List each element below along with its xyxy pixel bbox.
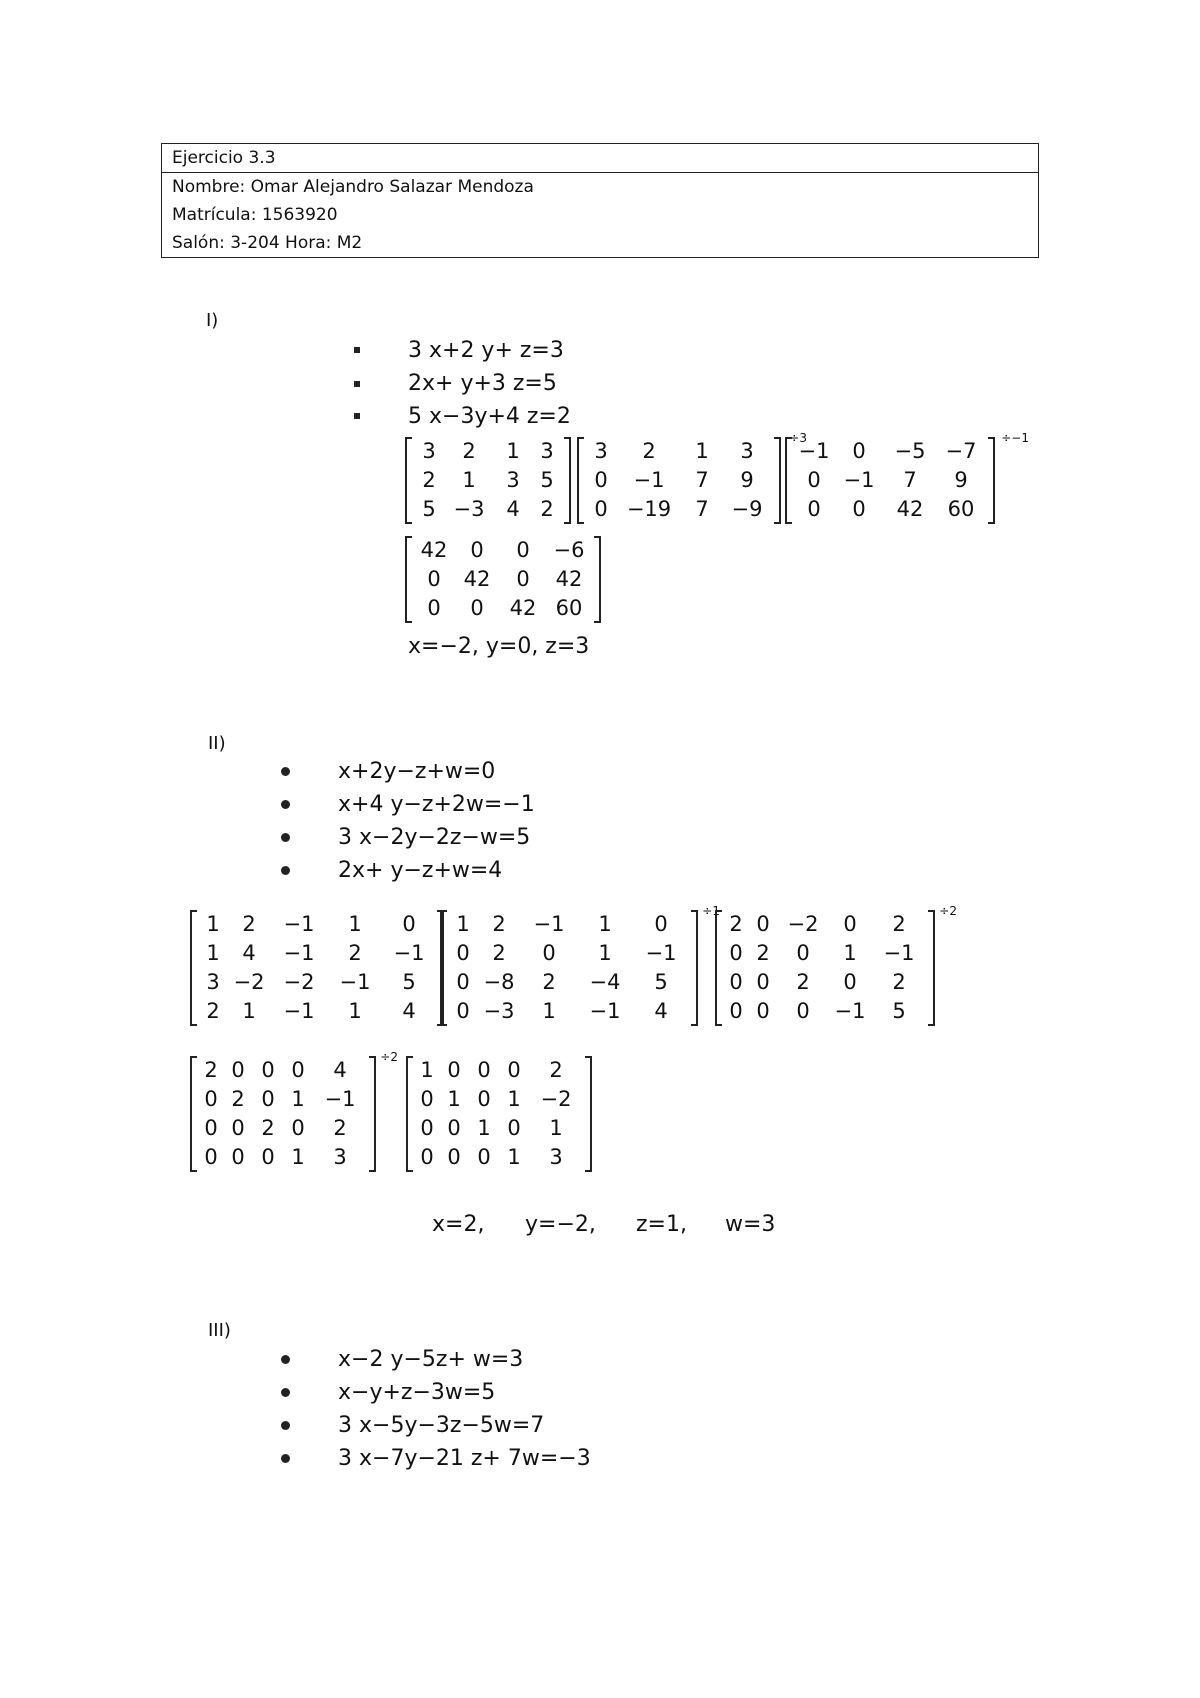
- matrix-cell: −2: [540, 1087, 572, 1111]
- matrix-cell: −1: [393, 941, 425, 965]
- matrix-cell: 3: [506, 468, 520, 492]
- row-operation-note: ÷2: [939, 904, 957, 918]
- matrix-cell: 0: [807, 468, 821, 492]
- matrix-cell: −3: [483, 999, 515, 1023]
- matrix-cell: 1: [843, 941, 857, 965]
- matrix-cell: 5: [540, 468, 554, 492]
- matrix-cell: 42: [463, 567, 491, 591]
- matrix-cell: −19: [626, 497, 672, 521]
- matrix-cell: 0: [447, 1116, 461, 1140]
- matrix-cell: 7: [695, 497, 709, 521]
- room-and-hour: Salón: 3-204 Hora: M2: [172, 233, 363, 253]
- matrix-cell: −1: [283, 912, 315, 936]
- matrix-cell: −2: [233, 970, 265, 994]
- matrix-cell: 0: [261, 1058, 275, 1082]
- equation: 5 x−3y+4 z=2: [408, 404, 571, 429]
- matrix-cell: 0: [204, 1116, 218, 1140]
- matrix-cell: 1: [420, 1058, 434, 1082]
- bullet: [354, 347, 360, 353]
- bullet: [281, 866, 290, 875]
- matrix-cell: 2: [231, 1087, 245, 1111]
- matrix-cell: 3: [740, 439, 754, 463]
- matrix-cell: 0: [477, 1145, 491, 1169]
- header-table: [161, 143, 1039, 258]
- matrix-cell: 2: [549, 1058, 563, 1082]
- bullet: [281, 1388, 290, 1397]
- matrix-cell: 0: [796, 941, 810, 965]
- bullet: [281, 1454, 290, 1463]
- matrix-cell: −1: [533, 912, 565, 936]
- matrix-cell: −7: [945, 439, 977, 463]
- matrix-cell: 0: [456, 999, 470, 1023]
- matrix-cell: 42: [420, 538, 448, 562]
- matrix-cell: 0: [477, 1087, 491, 1111]
- student-id: Matrícula: 1563920: [172, 205, 338, 225]
- matrix-cell: 1: [506, 439, 520, 463]
- section-label-2: II): [208, 733, 226, 754]
- matrix-cell: −8: [483, 970, 515, 994]
- matrix-cell: 2: [333, 1116, 347, 1140]
- matrix-cell: 1: [291, 1145, 305, 1169]
- matrix-cell: 0: [516, 567, 530, 591]
- matrix-cell: 0: [756, 912, 770, 936]
- matrix-cell: 0: [291, 1058, 305, 1082]
- matrix-cell: 0: [470, 596, 484, 620]
- solution-x: x=2,: [432, 1212, 485, 1237]
- matrix-cell: −1: [589, 999, 621, 1023]
- matrix-cell: 4: [402, 999, 416, 1023]
- bullet: [281, 800, 290, 809]
- matrix-cell: 1: [447, 1087, 461, 1111]
- matrix-cell: 0: [291, 1116, 305, 1140]
- matrix-cell: 0: [796, 999, 810, 1023]
- matrix-cell: 0: [477, 1058, 491, 1082]
- matrix-cell: 7: [903, 468, 917, 492]
- matrix-cell: 0: [594, 468, 608, 492]
- matrix-cell: −9: [731, 497, 763, 521]
- matrix-cell: 0: [261, 1145, 275, 1169]
- matrix-cell: −1: [798, 439, 830, 463]
- matrix-cell: 1: [695, 439, 709, 463]
- matrix-cell: 0: [516, 538, 530, 562]
- equation: x+2y−z+w=0: [338, 759, 496, 784]
- matrix-cell: 0: [852, 497, 866, 521]
- matrix-cell: 1: [598, 941, 612, 965]
- matrix-cell: 0: [470, 538, 484, 562]
- matrix-cell: 1: [507, 1087, 521, 1111]
- matrix-cell: −1: [834, 999, 866, 1023]
- equation: 3 x+2 y+ z=3: [408, 338, 564, 363]
- matrix: [440, 904, 720, 1026]
- matrix-cell: 4: [242, 941, 256, 965]
- bullet: [354, 413, 360, 419]
- matrix-cell: 0: [456, 941, 470, 965]
- matrix: [577, 431, 807, 524]
- row-operation-note: ÷1: [702, 904, 720, 918]
- matrix-cell: 2: [729, 912, 743, 936]
- bullet: [281, 1421, 290, 1430]
- equation: x−y+z−3w=5: [338, 1380, 496, 1405]
- solution-y: y=−2,: [525, 1212, 596, 1237]
- matrix-cell: 2: [462, 439, 476, 463]
- matrix-cell: 60: [947, 497, 975, 521]
- matrix-cell: −5: [894, 439, 926, 463]
- matrix-cell: 60: [555, 596, 583, 620]
- matrix-cell: 1: [348, 912, 362, 936]
- matrix-cell: −1: [633, 468, 665, 492]
- matrix-cell: 5: [654, 970, 668, 994]
- matrix: [405, 536, 601, 623]
- matrix-cell: −1: [843, 468, 875, 492]
- matrix-cell: 2: [540, 497, 554, 521]
- matrix-cell: −1: [883, 941, 915, 965]
- matrix-cell: 0: [756, 970, 770, 994]
- matrix-cell: 2: [206, 999, 220, 1023]
- matrix-cell: 2: [492, 912, 506, 936]
- matrix-cell: 0: [843, 912, 857, 936]
- matrix-cell: −1: [339, 970, 371, 994]
- matrix-cell: 0: [420, 1087, 434, 1111]
- matrix-cell: 7: [695, 468, 709, 492]
- matrix-cell: 9: [954, 468, 968, 492]
- matrix-cell: 1: [598, 912, 612, 936]
- matrix-cell: 1: [242, 999, 256, 1023]
- matrix-cell: −1: [645, 941, 677, 965]
- matrix-cell: 0: [729, 999, 743, 1023]
- matrix: [785, 431, 1029, 524]
- matrix-cell: 3: [594, 439, 608, 463]
- matrix: [405, 437, 571, 524]
- matrix-cell: 0: [729, 970, 743, 994]
- solution: x=−2, y=0, z=3: [408, 634, 590, 659]
- matrix-cell: 0: [420, 1145, 434, 1169]
- matrix: [190, 910, 444, 1026]
- section-label-3: III): [208, 1320, 231, 1341]
- matrix-cell: 2: [756, 941, 770, 965]
- exercise-title: Ejercicio 3.3: [162, 144, 1038, 173]
- matrix-cell: 3: [333, 1145, 347, 1169]
- matrix-cell: 1: [462, 468, 476, 492]
- bullet: [281, 1355, 290, 1364]
- matrix: [715, 904, 957, 1026]
- matrix-cell: 5: [402, 970, 416, 994]
- solution-z: z=1,: [636, 1212, 687, 1237]
- equation: 2x+ y+3 z=5: [408, 371, 557, 396]
- matrix-cell: 3: [549, 1145, 563, 1169]
- matrix-cell: 0: [729, 941, 743, 965]
- matrix-cell: 2: [204, 1058, 218, 1082]
- matrix-cell: 2: [261, 1116, 275, 1140]
- matrix-cell: 0: [594, 497, 608, 521]
- matrix-cell: 0: [654, 912, 668, 936]
- row-operation-note: ÷3: [789, 431, 807, 445]
- matrix-cell: 2: [892, 970, 906, 994]
- bullet: [354, 381, 360, 387]
- matrix-cell: 0: [231, 1058, 245, 1082]
- equation: x−2 y−5z+ w=3: [338, 1347, 524, 1372]
- equation: x+4 y−z+2w=−1: [338, 792, 535, 817]
- matrix-cell: −3: [453, 497, 485, 521]
- row-operation-note: ÷−1: [1001, 431, 1029, 445]
- matrix-cell: 2: [242, 912, 256, 936]
- section-label-1: I): [206, 310, 219, 331]
- student-name: Nombre: Omar Alejandro Salazar Mendoza: [172, 177, 534, 197]
- matrix-cell: 2: [892, 912, 906, 936]
- matrix-cell: 0: [204, 1145, 218, 1169]
- matrix-cell: 3: [540, 439, 554, 463]
- matrix-cell: 1: [542, 999, 556, 1023]
- matrix-cell: 5: [892, 999, 906, 1023]
- matrix-cell: 42: [509, 596, 537, 620]
- matrix-cell: 2: [542, 970, 556, 994]
- matrix-cell: 42: [555, 567, 583, 591]
- bullet: [281, 833, 290, 842]
- matrix-cell: 3: [422, 439, 436, 463]
- matrix-cell: 4: [506, 497, 520, 521]
- equation: 2x+ y−z+w=4: [338, 858, 503, 883]
- matrix-cell: 4: [333, 1058, 347, 1082]
- matrix-cell: 0: [231, 1116, 245, 1140]
- matrix-cell: 2: [796, 970, 810, 994]
- matrix-cell: 42: [896, 497, 924, 521]
- matrix: [190, 1050, 398, 1172]
- matrix-cell: 0: [507, 1116, 521, 1140]
- matrix: [406, 1056, 592, 1172]
- matrix-cell: 1: [348, 999, 362, 1023]
- matrix-cell: 1: [549, 1116, 563, 1140]
- matrix-cell: 0: [852, 439, 866, 463]
- matrix-cell: 0: [261, 1087, 275, 1111]
- matrix-cell: 0: [756, 999, 770, 1023]
- solution-w: w=3: [725, 1212, 776, 1237]
- matrix-cell: 0: [204, 1087, 218, 1111]
- matrix-cell: 0: [447, 1058, 461, 1082]
- matrix-cell: 0: [402, 912, 416, 936]
- equation: 3 x−5y−3z−5w=7: [338, 1413, 545, 1438]
- matrix-cell: −4: [589, 970, 621, 994]
- matrix-cell: 3: [206, 970, 220, 994]
- equation: 3 x−2y−2z−w=5: [338, 825, 531, 850]
- matrix-cell: −1: [283, 999, 315, 1023]
- matrix-cell: 1: [206, 941, 220, 965]
- matrix-cell: 5: [422, 497, 436, 521]
- matrix-cell: −6: [553, 538, 585, 562]
- matrix-cell: 1: [507, 1145, 521, 1169]
- matrix-cell: 0: [542, 941, 556, 965]
- matrix-cell: 2: [422, 468, 436, 492]
- matrix-cell: 1: [477, 1116, 491, 1140]
- matrix-cell: 1: [291, 1087, 305, 1111]
- matrix-cell: 1: [206, 912, 220, 936]
- matrix-cell: −1: [283, 941, 315, 965]
- matrix-cell: 4: [654, 999, 668, 1023]
- matrix-cell: 9: [740, 468, 754, 492]
- matrix-cell: 0: [447, 1145, 461, 1169]
- equation: 3 x−7y−21 z+ 7w=−3: [338, 1446, 591, 1471]
- matrix-cell: 0: [807, 497, 821, 521]
- bullet: [281, 767, 290, 776]
- matrix-cell: 0: [843, 970, 857, 994]
- matrix-cell: −1: [324, 1087, 356, 1111]
- matrix-cell: 0: [507, 1058, 521, 1082]
- matrix-cell: 0: [427, 596, 441, 620]
- matrix-cell: 1: [456, 912, 470, 936]
- matrix-cell: 0: [427, 567, 441, 591]
- matrix-cell: 0: [456, 970, 470, 994]
- matrix-cell: −2: [787, 912, 819, 936]
- row-operation-note: ÷2: [380, 1050, 398, 1064]
- matrix-cell: 0: [231, 1145, 245, 1169]
- matrix-cell: 0: [420, 1116, 434, 1140]
- matrix-cell: 2: [348, 941, 362, 965]
- matrix-cell: −2: [283, 970, 315, 994]
- matrix-cell: 2: [492, 941, 506, 965]
- matrix-cell: 2: [642, 439, 656, 463]
